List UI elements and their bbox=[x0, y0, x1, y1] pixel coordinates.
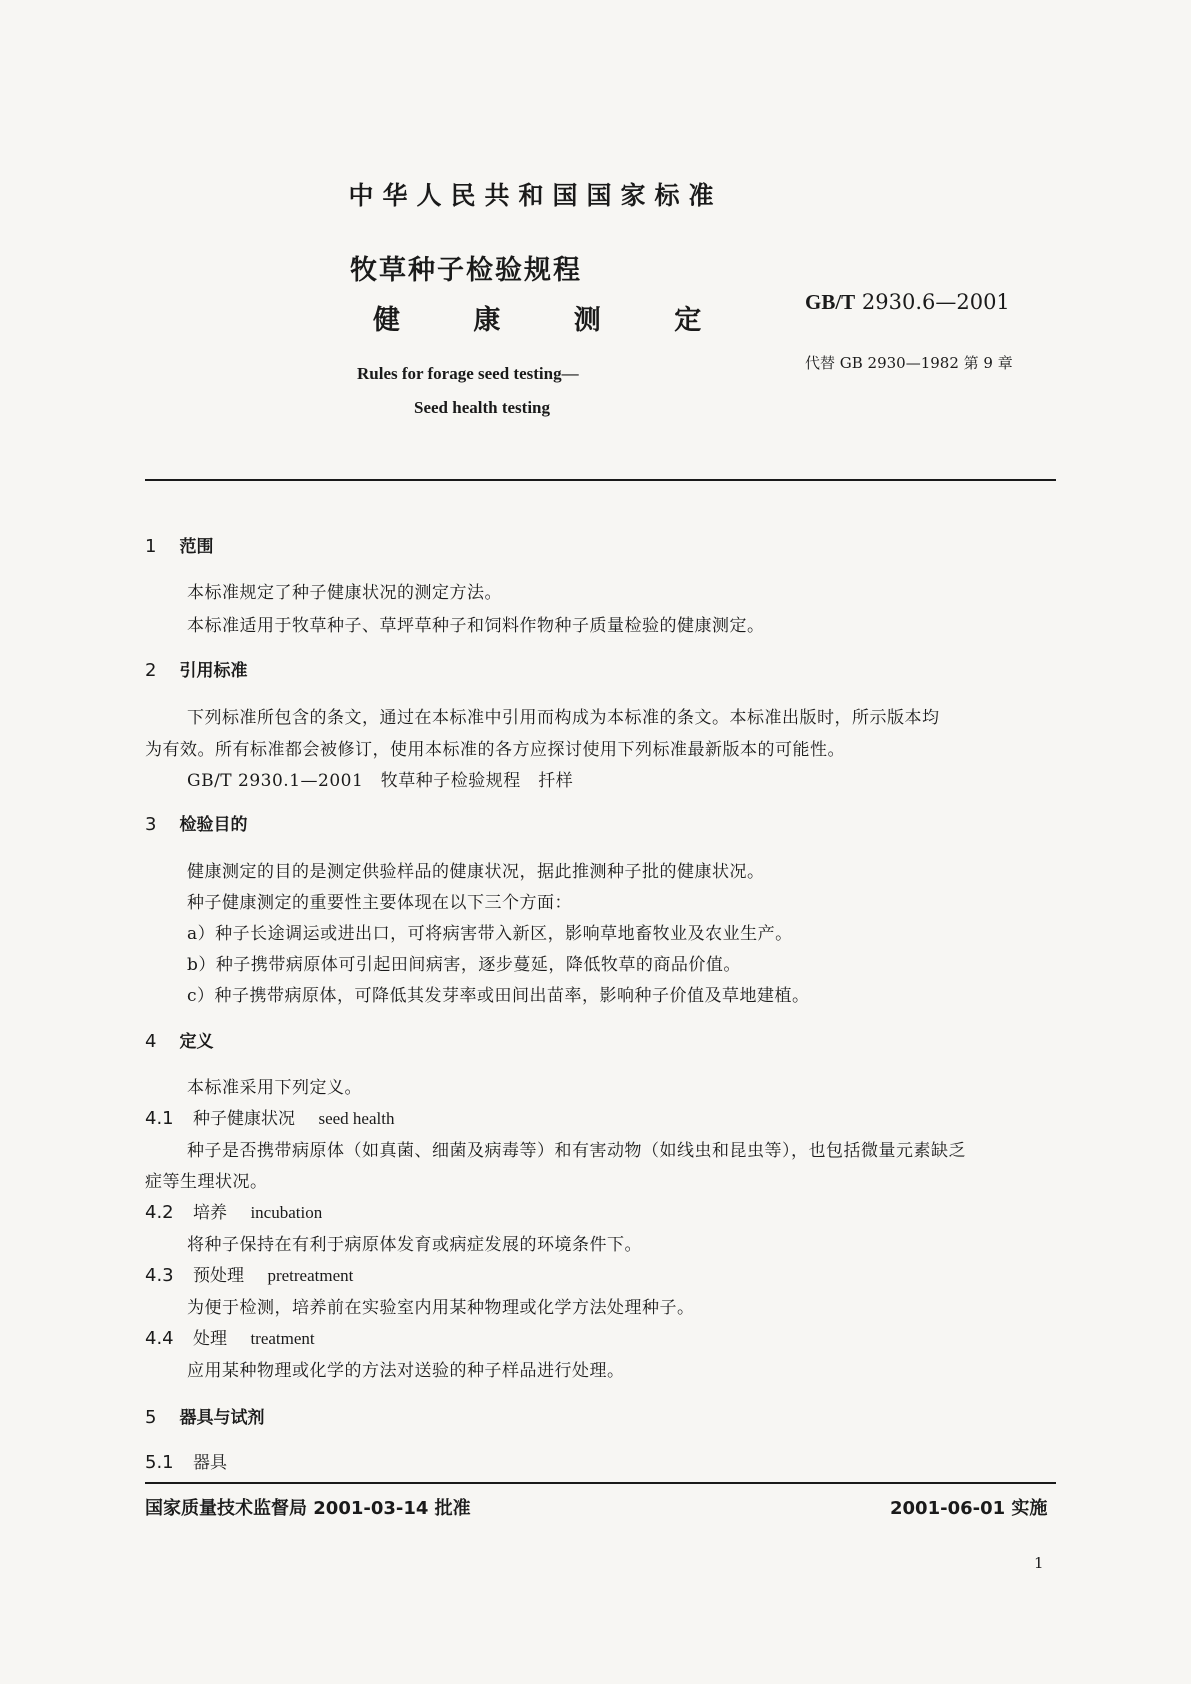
section-number: 5 bbox=[145, 1407, 157, 1428]
section-2-heading bbox=[145, 656, 248, 681]
section-number: 4 bbox=[145, 1031, 157, 1052]
section-title: 器具与试剂 bbox=[179, 1408, 265, 1428]
section-number: 2 bbox=[145, 660, 157, 681]
section-number: 1 bbox=[145, 536, 157, 557]
definition-text: 将种子保持在有利于病原体发育或病症发展的环境条件下。 bbox=[187, 1235, 642, 1255]
header-divider bbox=[145, 479, 1056, 481]
subsection-number: 4.2 bbox=[145, 1202, 174, 1223]
term-en: pretreatment bbox=[267, 1266, 354, 1285]
reference-standard: GB/T 2930.1—2001 牧草种子检验规程 扦样 bbox=[187, 771, 574, 791]
document-title-en: Rules for forage seed testing— bbox=[357, 364, 579, 383]
section-title: 范围 bbox=[179, 537, 214, 557]
subsection-number: 4.4 bbox=[145, 1328, 174, 1349]
section-title: 引用标准 bbox=[179, 661, 248, 681]
document-title-cn: 牧草种子检验规程 bbox=[350, 255, 582, 286]
term-en: seed health bbox=[318, 1109, 395, 1128]
section-title: 检验目的 bbox=[179, 815, 248, 835]
paragraph: 健康测定的目的是测定供验样品的健康状况，据此推测种子批的健康状况。 bbox=[187, 862, 765, 882]
definition-4-4-heading bbox=[145, 1324, 315, 1349]
paragraph: 种子健康测定的重要性主要体现在以下三个方面： bbox=[187, 893, 572, 913]
paragraph: 本标准采用下列定义。 bbox=[187, 1078, 362, 1098]
subsection-number: 5.1 bbox=[145, 1452, 174, 1473]
national-standard-heading: 中华人民共和国国家标准 bbox=[348, 181, 723, 210]
standard-code-number: 2930.6—2001 bbox=[861, 290, 1010, 314]
paragraph: 为有效。所有标准都会被修订，使用本标准的各方应探讨使用下列标准最新版本的可能性。 bbox=[145, 740, 845, 760]
term-cn: 处理 bbox=[193, 1329, 228, 1349]
term-cn: 培养 bbox=[193, 1203, 228, 1223]
standard-code-prefix: GB/T bbox=[805, 290, 856, 314]
term-cn: 预处理 bbox=[193, 1266, 245, 1286]
definition-text: 应用某种物理或化学的方法对送验的种子样品进行处理。 bbox=[187, 1361, 625, 1381]
standard-code bbox=[805, 290, 1010, 315]
section-5-heading bbox=[145, 1403, 265, 1428]
paragraph: 本标准适用于牧草种子、草坪草种子和饲料作物种子质量检验的健康测定。 bbox=[187, 616, 765, 636]
definition-4-3-heading bbox=[145, 1261, 353, 1286]
approval-note: 国家质量技术监督局 2001-03-14 批准 bbox=[145, 1498, 471, 1519]
section-1-heading bbox=[145, 532, 214, 557]
subsection-number: 4.1 bbox=[145, 1108, 174, 1129]
subsection-title: 器具 bbox=[193, 1453, 228, 1473]
term-en: treatment bbox=[250, 1329, 315, 1348]
implementation-date: 2001-06-01 实施 bbox=[890, 1498, 1048, 1519]
section-number: 3 bbox=[145, 814, 157, 835]
definition-text: 症等生理状况。 bbox=[145, 1172, 268, 1192]
document-subtitle-en: Seed health testing bbox=[414, 398, 550, 417]
definition-text: 为便于检测，培养前在实验室内用某种物理或化学方法处理种子。 bbox=[187, 1298, 695, 1318]
term-en: incubation bbox=[250, 1203, 323, 1222]
subsection-5-1-heading bbox=[145, 1448, 227, 1473]
replaces-note: 代替 GB 2930—1982 第 9 章 bbox=[805, 354, 1013, 372]
definition-text: 种子是否携带病原体（如真菌、细菌及病毒等）和有害动物（如线虫和昆虫等），也包括微量元素缺乏 bbox=[187, 1141, 966, 1161]
definition-4-1-heading bbox=[145, 1104, 394, 1129]
term-cn: 种子健康状况 bbox=[193, 1109, 296, 1129]
footer-divider bbox=[145, 1482, 1056, 1484]
section-4-heading bbox=[145, 1027, 214, 1052]
subsection-number: 4.3 bbox=[145, 1265, 174, 1286]
page-number: 1 bbox=[1034, 1554, 1044, 1572]
paragraph: 下列标准所包含的条文，通过在本标准中引用而构成为本标准的条文。本标准出版时，所示版本均 bbox=[187, 708, 940, 728]
list-item: b）种子携带病原体可引起田间病害，逐步蔓延，降低牧草的商品价值。 bbox=[187, 955, 741, 975]
section-3-heading bbox=[145, 810, 248, 835]
paragraph: 本标准规定了种子健康状况的测定方法。 bbox=[187, 583, 502, 603]
definition-4-2-heading bbox=[145, 1198, 322, 1223]
section-title: 定义 bbox=[179, 1032, 214, 1052]
list-item: c）种子携带病原体，可降低其发芽率或田间出苗率，影响种子价值及草地建植。 bbox=[187, 986, 810, 1006]
document-subtitle-cn: 健 康 测 定 bbox=[373, 305, 734, 336]
list-item: a）种子长途调运或进出口，可将病害带入新区，影响草地畜牧业及农业生产。 bbox=[187, 924, 793, 944]
